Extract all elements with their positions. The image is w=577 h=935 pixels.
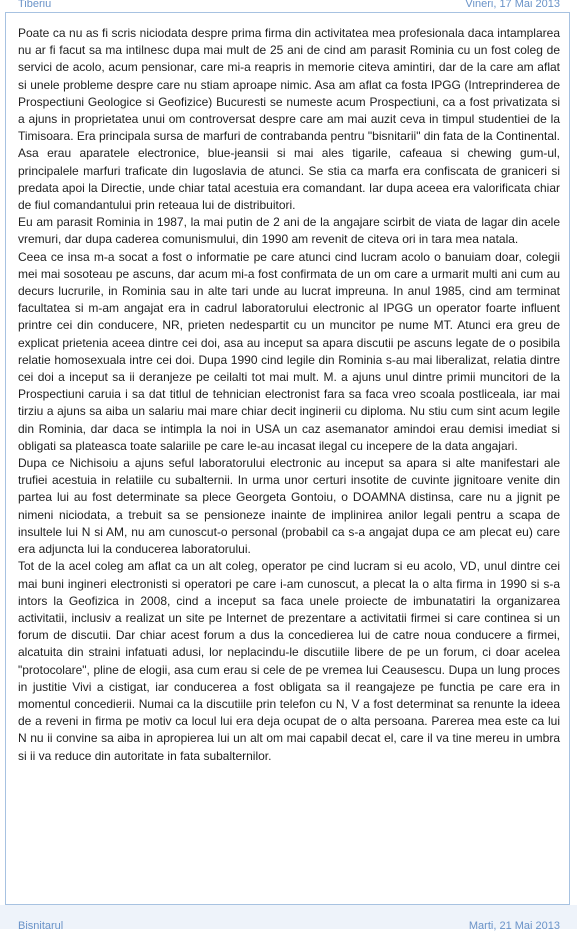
next-post-author-link[interactable]: Bisnitarul [18, 920, 64, 932]
post-meta-next [0, 921, 577, 935]
post-paragraph-5: Tot de la acel coleg am aflat ca un alt coleg, operator pe cind lucram si eu acolo, VD, unul dintre cei mai buni ingineri electronisti si operatori pe care i-am cunoscut, a plecat la o alta firma in 1990 si s-a intors la Geofizica in 2008, cind a inceput sa faca unele proiecte de imbunatatiri la organizarea activitatii, inclusiv a realizat un site pe Internet de prezentare a activitatii firmei si care continea si un forum de discutii. Dar chiar acest forum a dus la concedierea lui de catre noua conducere a firmei, alcatuita din straini infatuati adusi, lor neplacindu-le discutiile libere de pe un forum, ci doar acelea "protocolare", pline de elogii, asa cum erau si cele de pe vremea lui Ceausescu. Dupa un lung proces in justitie Vivi a cistigat, iar conducerea a fost obligata sa il reangajeze pe functia pe care era in momentul concedierii. Numai ca la discutiile prin telefon cu N, V a fost determinat sa renunte la ideea de a reveni in firma pe motiv ca locul lui era deja ocupat de o alta persoana. Parerea mea este ca lui N nu ii convine sa aiba in apropierea lui un alt om mai capabil decat el, care il va tine mereu in umbra si ii va reduce din autoritate in fata subalternilor. [18, 559, 560, 763]
post-paragraph-4: Dupa ce Nichisoiu a ajuns seful laboratorului electronic au inceput sa apara si alte manifestari ale trufiei acestuia in relatiile cu subalternii. In urma unor certuri insotite de cuvinte jignitoare venite din partea lui au fost determinate sa plece Georgeta Gontoiu, o DOAMNA distinsa, care nu a jignit pe nimeni niciodata, a trebuit sa se pensioneze inainte de implinirea anilor legali pentru a scapa de insultele lui N si AM, nu am cunoscut-o personal (probabil ca s-a angajat dupa ce am plecat eu) care era adjuncta lui la conducerea laboratorului. [18, 456, 560, 557]
post-paragraph-1: Poate ca nu as fi scris niciodata despre prima firma din activitatea mea profesionala daca intamplarea nu ar fi facut sa ma intilnesc dupa mai mult de 25 ani de cind am parasit Rominia cu un fost coleg de servici de acolo, acum pensionar, care mi-a reapris in memorie citeva amintiri, dar de la care am aflat si unele probleme despre care nu stiam aproape nimic. Asa am aflat ca fosta IPGG (Intreprinderea de Prospectiuni Geologice si Geofizice) Bucuresti se numeste acum Prospectiuni, ca a fost privatizata si a ajuns in proprietatea unui om controversat despre care am mai auzit ceva in timpul studentiei de la Timisoara. Era principala sursa de marfuri de contrabanda pentru "bisnitarii" din fata de la Continental. Asa erau aparatele electronice, blue-jeansii si mai ales tigarile, cafeaua si chewing gum-ul, principalele marfuri traficate din Iugoslavia de atunci. Se stia ca marfa era confiscata de graniceri si predata apoi la Directie, unde chiar tatal acestuia era comandant. Iar dupa aceea era valorificata chiar de fiul comandantului prin reteaua lui de distribuitori. [18, 26, 560, 213]
post-date: Vineri, 17 Mai 2013 [465, 0, 560, 10]
post-author-link[interactable]: Tiberiu [18, 0, 52, 10]
next-post-date: Marti, 21 Mai 2013 [468, 920, 560, 932]
post-paragraph-3: Ceea ce insa m-a socat a fost o informatie pe care atunci cind lucram acolo o banuiam doar, colegii mei mai sosoteau pe ascuns, dar acum mi-a fost confirmata de un om care a urmarit multi ani cum au decurs lucrurile, in Rominia sau in alte tari unde au lucrat impreuna. In anul 1985, cind am terminat facultatea si m-am angajat era in cadrul laboratorului electronic al IPGG un operator foarte influent printre cei din conducere, NR, prieten nedespartit cu un muncitor pe nume MT. Atunci era greu de explicat prietenia aceea dintre cei doi, asa au inceput sa apara discutii pe ascuns legate de o posibila relatie homosexuala intre cei doi. Dupa 1990 cind legile din Rominia s-au mai liberalizat, relatia dintre cei doi a inceput sa ii deranjeze pe ceilalti tot mai mult. M. a ajuns unul dintre primii muncitori de la Prospectiuni caruia i sa dat titlul de tehnician electronist fara sa faca vreo scoala postliceala, iar mai tirziu a ajuns sa aiba un salariu mai mare chiar decit inginerii cu diploma. Nu stiu cum sint acum legile din Rominia, dar daca se intimpla la noi in USA un caz asemanator amindoi erau demisi imediat si obligati sa plateasca toate salariile pe care le-au incasat ilegal cu incepere de la data angajari. [18, 249, 560, 453]
post-body [18, 25, 560, 765]
post-paragraph-2: Eu am parasit Rominia in 1987, la mai putin de 2 ani de la angajare scirbit de viata de lagar din acele vremuri, dar dupa caderea comunismului, din 1990 am revenit de citeva ori in tara mea natala. [18, 215, 560, 247]
